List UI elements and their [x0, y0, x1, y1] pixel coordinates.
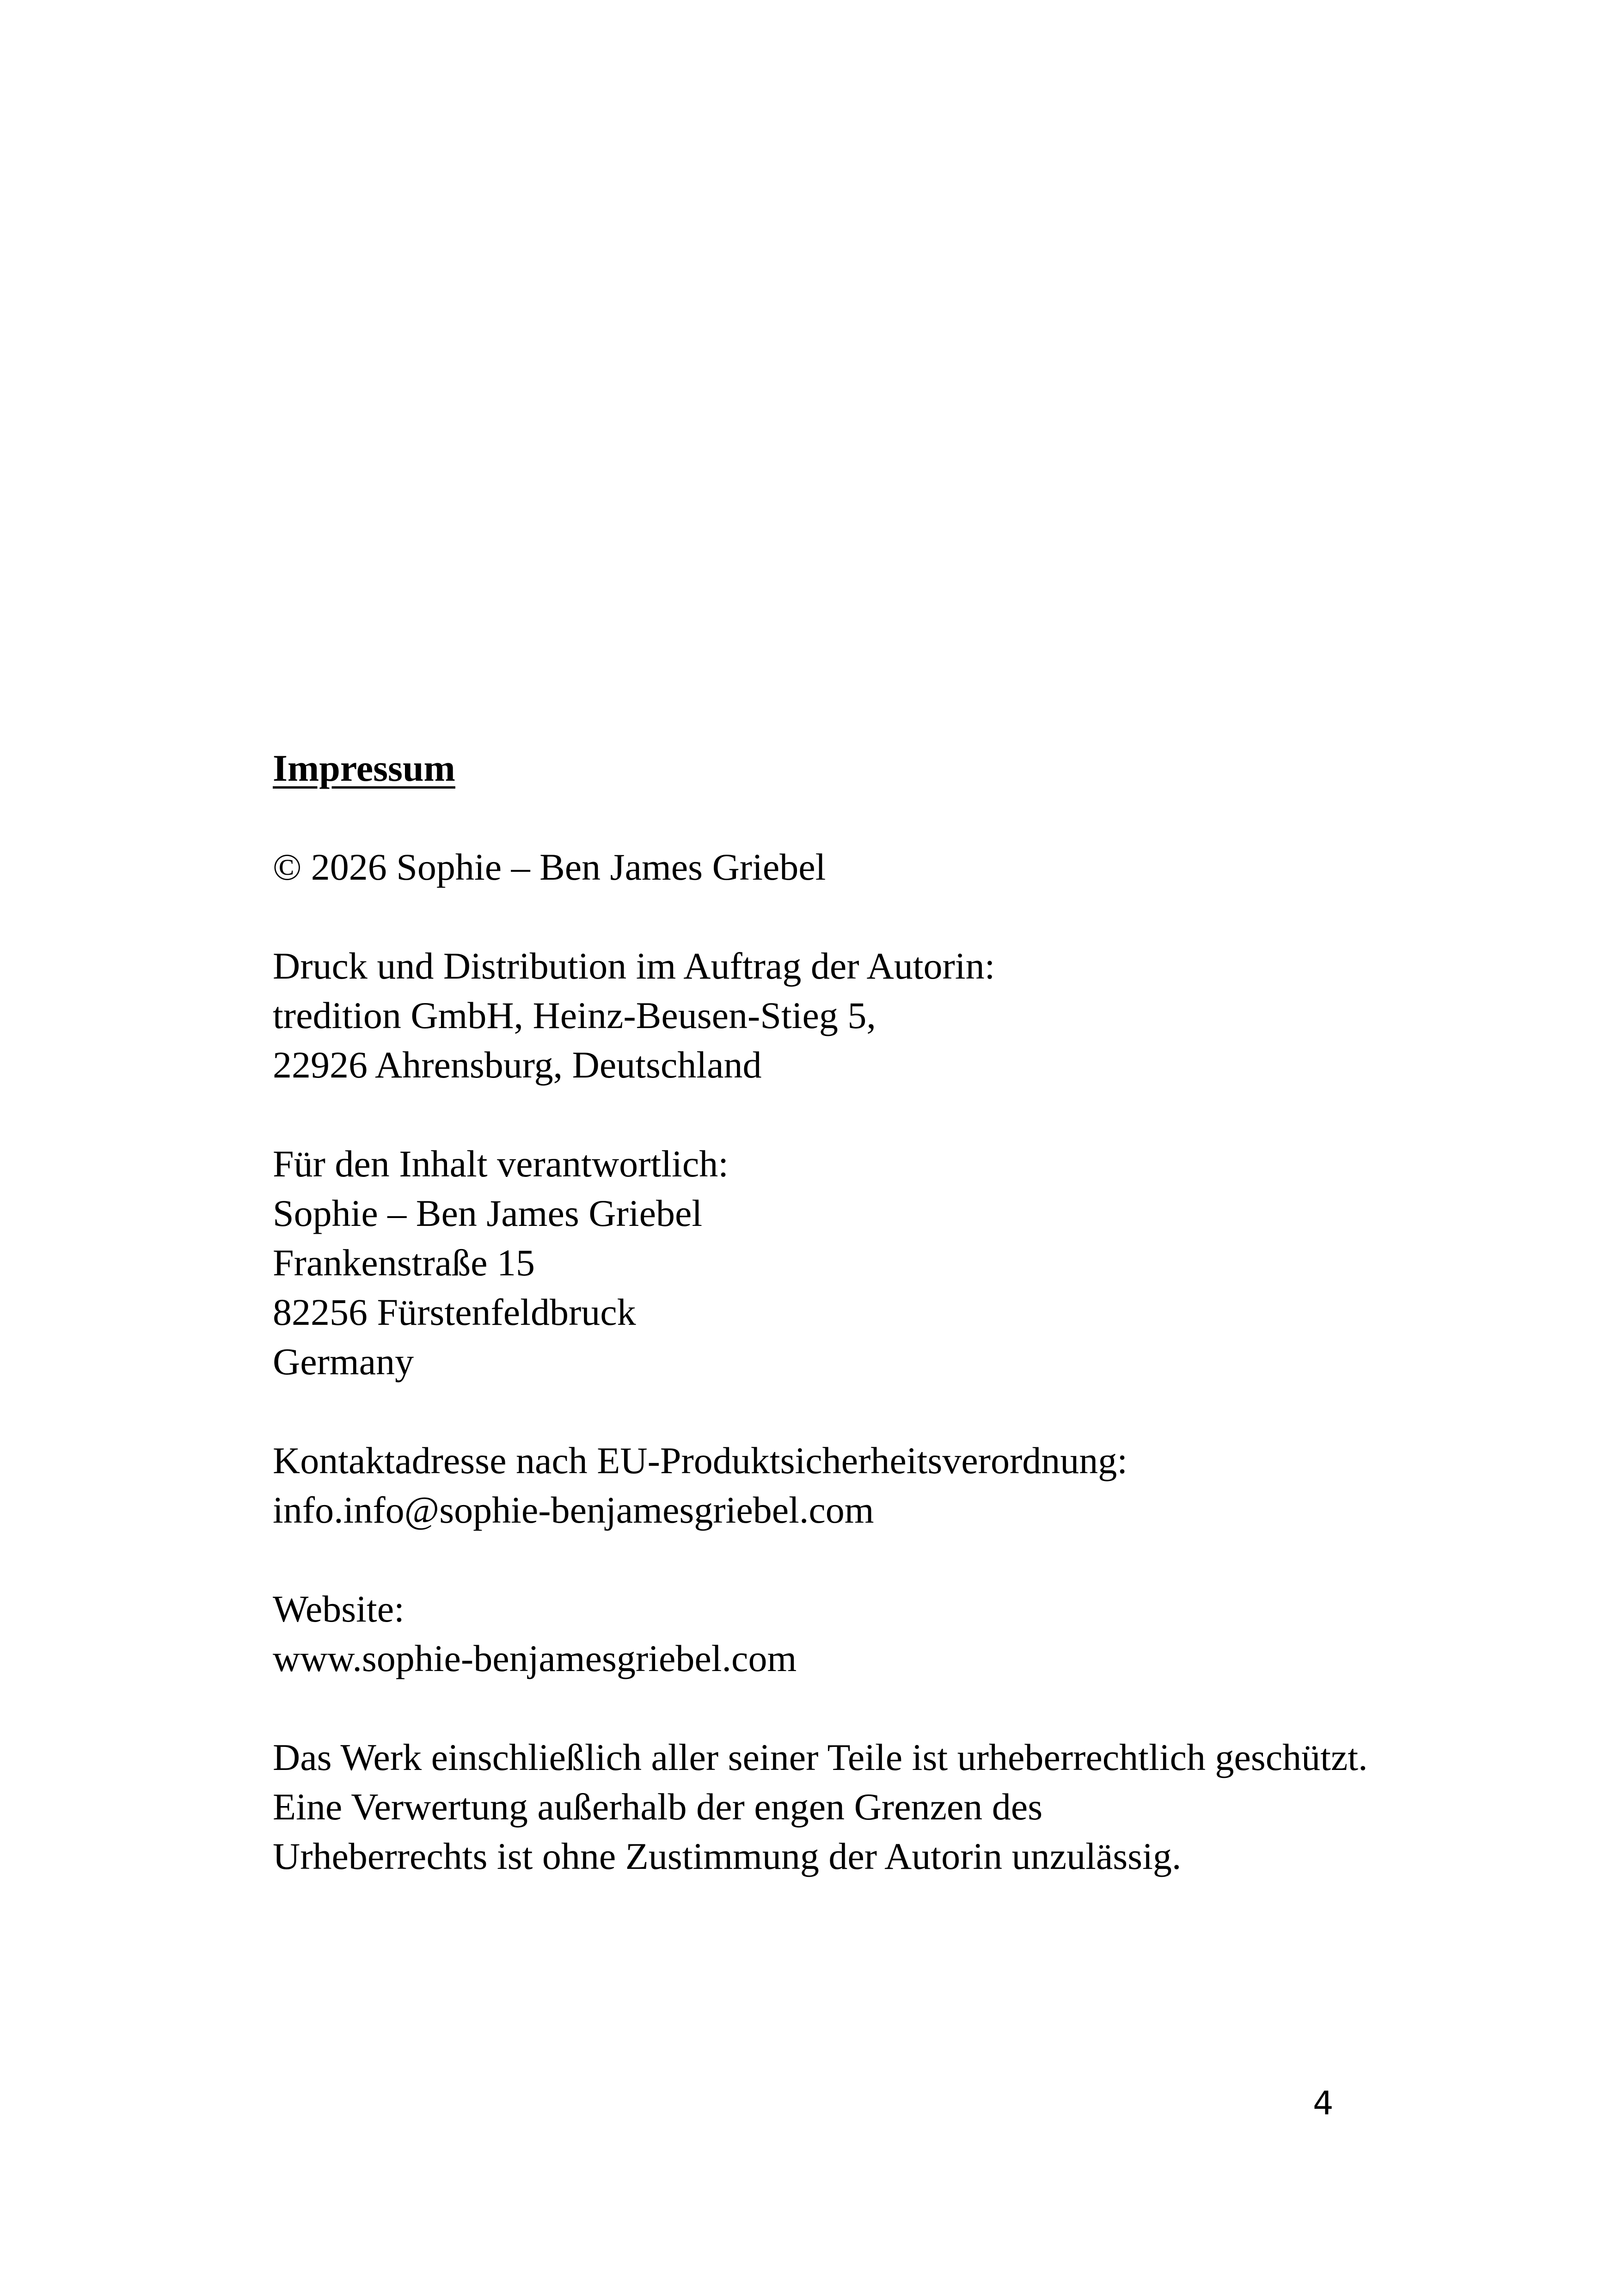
- usage-restriction-line-2: Urheberrechts ist ohne Zustimmung der Autorin unzulässig.: [273, 1835, 1182, 1877]
- publisher-city-line: 22926 Ahrensburg, Deutschland: [273, 1044, 762, 1086]
- impressum-section: [273, 743, 1428, 1930]
- responsible-block: [273, 1139, 1428, 1386]
- publisher-address-line: tredition GmbH, Heinz-Beusen-Stieg 5,: [273, 994, 876, 1036]
- website-url: www.sophie-benjamesgriebel.com: [273, 1637, 797, 1679]
- print-distribution-label: Druck und Distribution im Auftrag der Autorin:: [273, 945, 995, 987]
- copyright-block: [273, 842, 1428, 892]
- print-distribution-block: [273, 941, 1428, 1090]
- responsible-label: Für den Inhalt verantwortlich:: [273, 1143, 729, 1185]
- contact-email: info.info@sophie-benjamesgriebel.com: [273, 1489, 874, 1531]
- page-number: 4: [1313, 2084, 1334, 2122]
- rights-block: [273, 1733, 1428, 1881]
- responsible-country: Germany: [273, 1341, 414, 1383]
- copyright-protection-text: Das Werk einschließlich aller seiner Teile ist urheberrechtlich geschützt.: [273, 1736, 1368, 1778]
- website-label: Website:: [273, 1588, 404, 1630]
- copyright-line: © 2026 Sophie – Ben James Griebel: [273, 846, 826, 888]
- contact-label: Kontaktadresse nach EU-Produktsicherheitsverordnung:: [273, 1439, 1128, 1482]
- contact-block: [273, 1436, 1428, 1535]
- responsible-street: Frankenstraße 15: [273, 1242, 535, 1284]
- usage-restriction-line-1: Eine Verwertung außerhalb der engen Grenzen des: [273, 1786, 1043, 1828]
- website-block: [273, 1584, 1428, 1683]
- responsible-city: 82256 Fürstenfeldbruck: [273, 1291, 636, 1333]
- responsible-name: Sophie – Ben James Griebel: [273, 1192, 703, 1234]
- impressum-heading: Impressum: [273, 747, 455, 789]
